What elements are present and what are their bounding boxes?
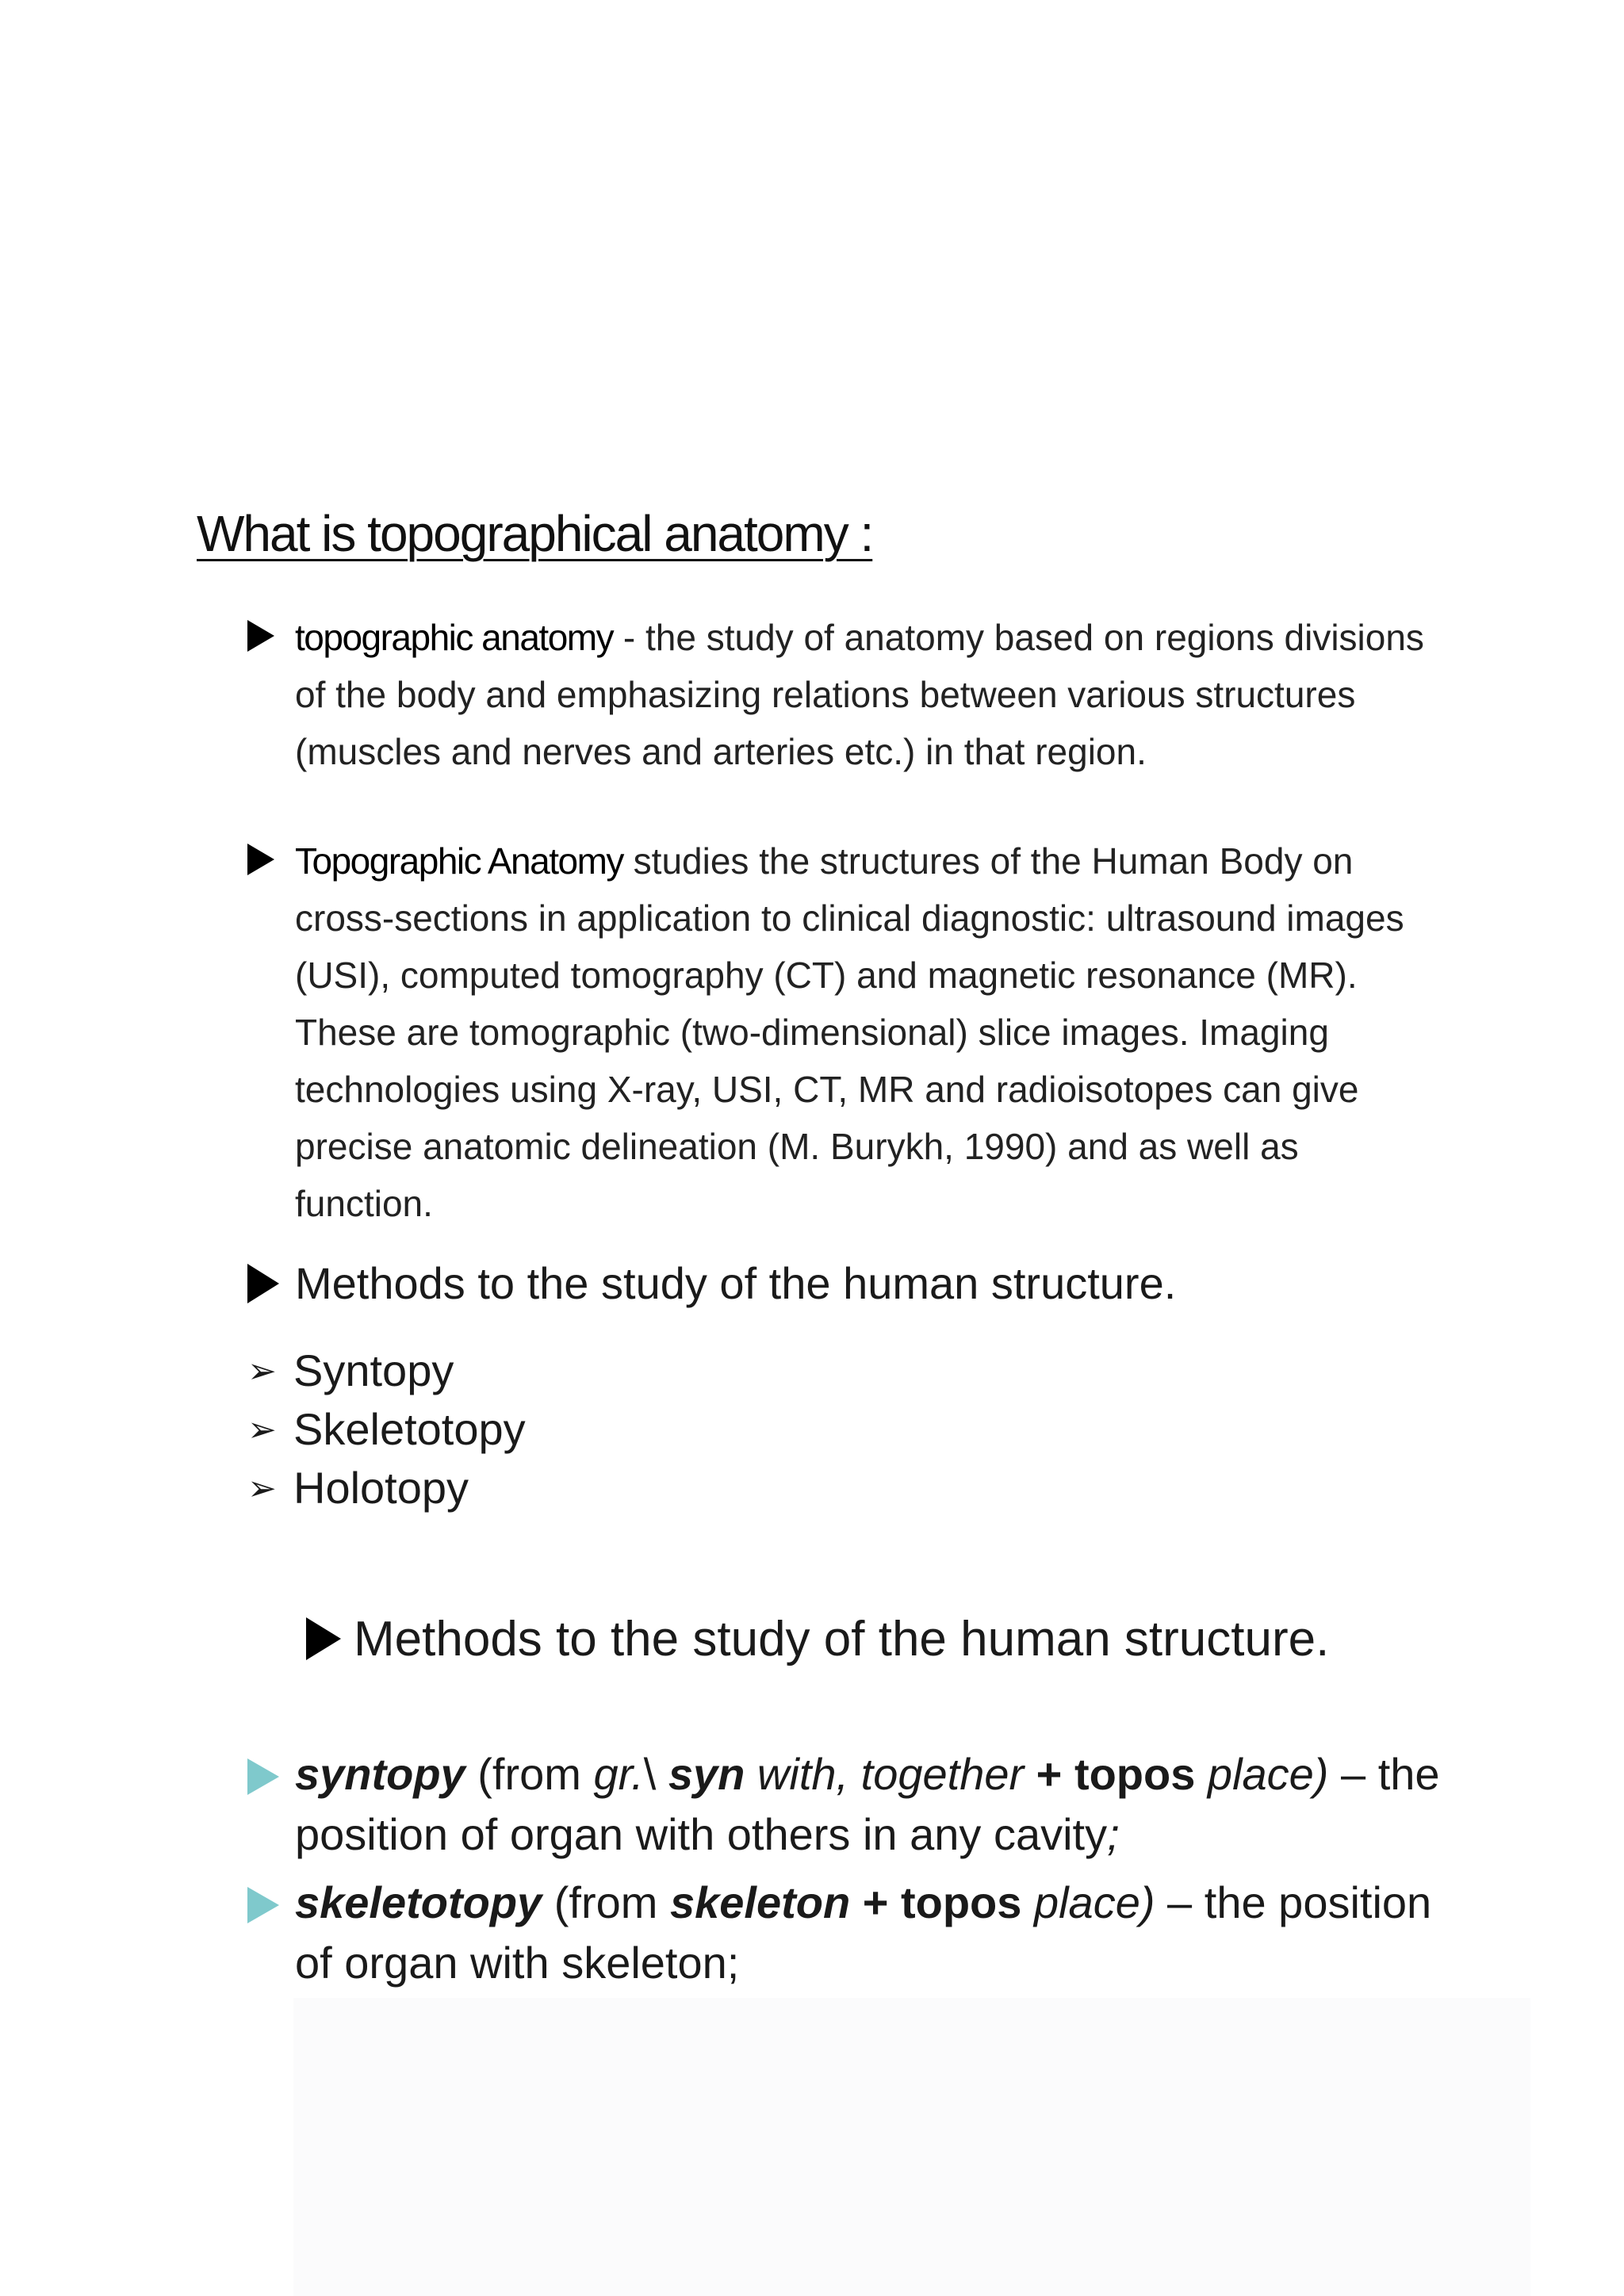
arrowhead-icon: ➢: [247, 1469, 277, 1508]
bullet-paragraph: [295, 832, 1437, 1232]
bullet-text: - the study of anatomy based on regions divisions of the body and emphasizing relations between various structures (muscles and nerves and arteries etc.) in that region.: [295, 617, 1424, 772]
list-item: [247, 1345, 454, 1396]
definition-part: (from: [465, 1749, 594, 1799]
background-panel: [293, 1998, 1530, 2296]
definition-part: – the position of organ with skeleton;: [295, 1877, 1432, 1988]
black-triangle-icon: [247, 620, 276, 652]
bullet-item: [247, 832, 1437, 1232]
black-triangle-icon: [247, 844, 276, 875]
teal-triangle-icon: [247, 1758, 279, 1795]
definition-part: + topos: [1024, 1749, 1208, 1799]
arrowhead-icon: ➢: [247, 1410, 277, 1449]
page-title: What is topographical anatomy :: [197, 505, 873, 562]
definition-part: (from: [542, 1877, 670, 1927]
definition-part: place): [1207, 1749, 1329, 1799]
definition-item: [247, 1873, 1453, 1993]
black-triangle-icon: [306, 1611, 354, 1667]
definition-text: [295, 1873, 1453, 1993]
list-item: [247, 1462, 469, 1513]
list-item-label: Skeletotopy: [293, 1404, 526, 1454]
methods-heading-2: [306, 1611, 1329, 1667]
methods-heading-1: [247, 1257, 1176, 1309]
definition-part: with, together: [745, 1749, 1025, 1799]
definition-part: – the position of organ with others in any cavity: [295, 1749, 1440, 1859]
definition-text: [295, 1744, 1453, 1865]
bullet-term: Topographic Anatomy: [295, 840, 623, 882]
bullet-paragraph: [295, 609, 1437, 780]
bullet-text: studies the structures of the Human Body on cross-sections in application to clinical diagnostic: ultrasound images (USI), computed tomography (CT) and magnetic resonance (MR). These are tomographic (two-dimensional) slice images. Imaging technologies using X-ray, USI, CT, MR and radioisotopes can give precise anatomic delineation (M. Burykh, 1990) and as well as function.: [295, 840, 1404, 1224]
methods-heading-text: Methods to the study of the human structure.: [354, 1612, 1330, 1667]
arrowhead-icon: ➢: [247, 1352, 277, 1391]
black-triangle-icon: [247, 1257, 295, 1309]
methods-heading-text: Methods to the study of the human structure.: [295, 1258, 1177, 1308]
definition-part: place): [1033, 1877, 1155, 1927]
definition-part: syn: [668, 1749, 745, 1799]
list-item-label: Holotopy: [293, 1463, 469, 1513]
definition-part: skeleton: [669, 1877, 851, 1927]
definition-part: \: [643, 1749, 668, 1799]
definition-item: [247, 1744, 1453, 1865]
definition-part: gr.: [593, 1749, 644, 1799]
teal-triangle-icon: [247, 1887, 279, 1923]
list-item-label: Syntopy: [293, 1345, 454, 1395]
list-item: [247, 1403, 526, 1455]
definition-term: syntopy: [295, 1749, 465, 1799]
bullet-term: topographic anatomy: [295, 617, 614, 658]
definition-term: skeletotopy: [295, 1877, 542, 1927]
definition-part: ;: [1107, 1809, 1120, 1859]
bullet-item: [247, 609, 1437, 780]
definition-part: + topos: [850, 1877, 1034, 1927]
